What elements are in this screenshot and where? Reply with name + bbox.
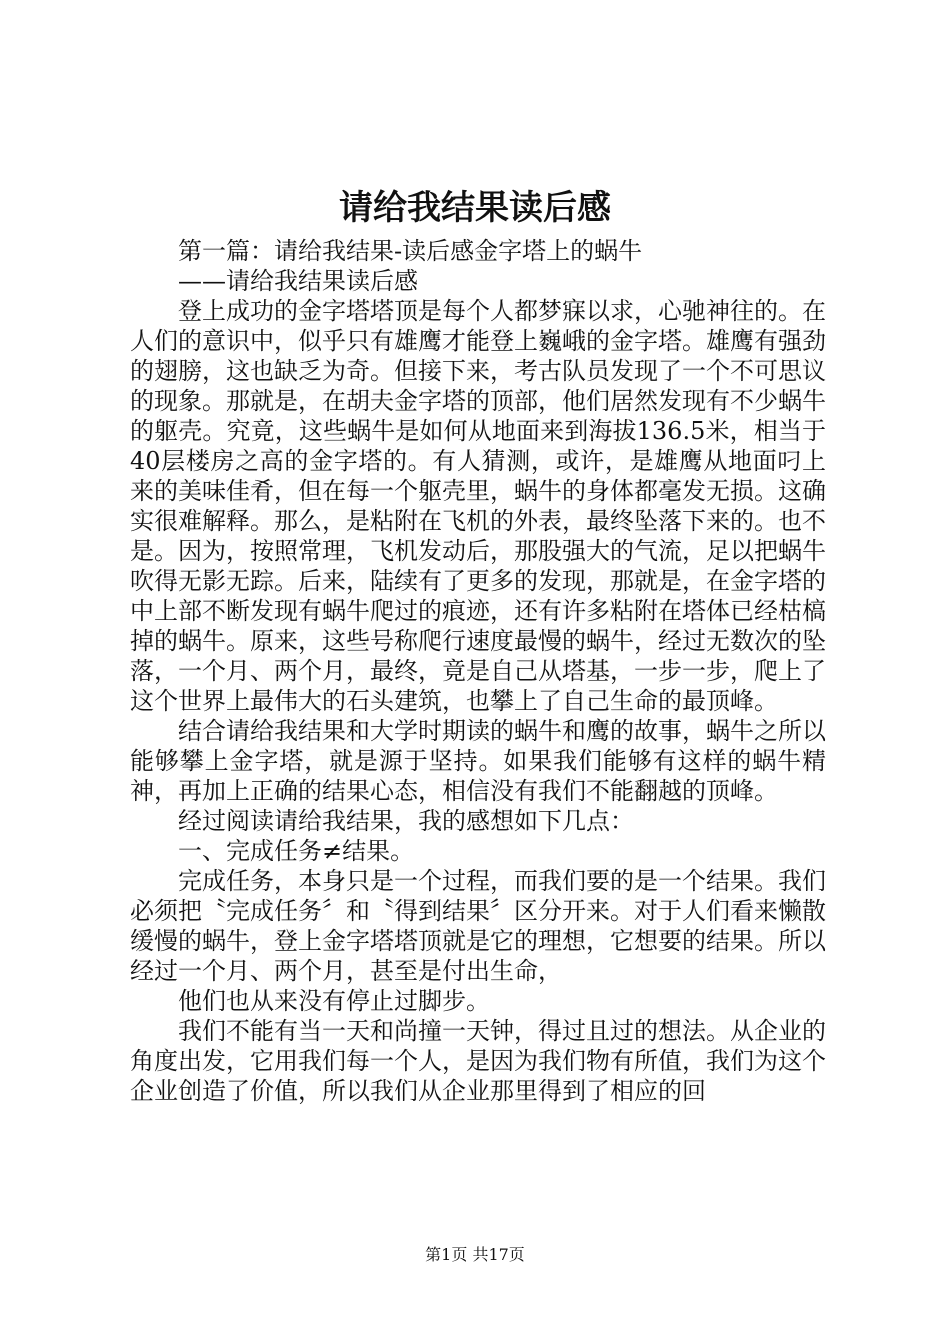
- paragraph: 我们不能有当一天和尚撞一天钟，得过且过的想法。从企业的角度出发，它用我们每一个人，是因为我们物有所值，我们为这个企业创造了价值，所以我们从企业那里得到了相应的回: [130, 1017, 826, 1105]
- document-title: 请给我结果读后感: [339, 188, 611, 228]
- paragraph: 结合请给我结果和大学时期读的蜗牛和鹰的故事，蜗牛之所以能够攀上金字塔，就是源于坚持。如果我们能够有这样的蜗牛精神，再加上正确的结果心态，相信没有我们不能翻越的顶峰。: [130, 717, 826, 805]
- paragraph: 完成任务，本身只是一个过程，而我们要的是一个结果。我们必须把〝完成任务〞和〝得到结果〞区分开来。对于人们看来懒散缓慢的蜗牛，登上金字塔塔顶就是它的理想，它想要的结果。所以经过一个月、两个月，甚至是付出生命，: [130, 867, 826, 985]
- section-heading: 第一篇：请给我结果-读后感金字塔上的蜗牛: [178, 237, 643, 265]
- subtitle-line: ——请给我结果读后感: [178, 267, 418, 295]
- document-body: [130, 236, 826, 1106]
- paragraph: 登上成功的金字塔塔顶是每个人都梦寐以求，心驰神往的。在人们的意识中，似乎只有雄鹰才能登上巍峨的金字塔。雄鹰有强劲的翅膀，这也缺乏为奇。但接下来，考古队员发现了一个不可思议的现象。那就是，在胡夫金字塔的顶部，他们居然发现有不少蜗牛的躯壳。究竟，这些蜗牛是如何从地面来到海拔136.5米，相当于40层楼房之高的金字塔的。有人猜测，或许，是雄鹰从地面叼上来的美味佳肴，但在每一个躯壳里，蜗牛的身体都毫发无损。这确实很难解释。那么，是粘附在飞机的外表，最终坠落下来的。也不是。因为，按照常理，飞机发动后，那股强大的气流，足以把蜗牛吹得无影无踪。后来，陆续有了更多的发现，那就是，在金字塔的中上部不断发现有蜗牛爬过的痕迹，还有许多粘附在塔体已经枯槁掉的蜗牛。原来，这些号称爬行速度最慢的蜗牛，经过无数次的坠落，一个月、两个月，最终，竟是自己从塔基，一步一步，爬上了这个世界上最伟大的石头建筑，也攀上了自己生命的最顶峰。: [130, 297, 826, 715]
- paragraph: 经过阅读请给我结果，我的感想如下几点：: [178, 807, 634, 835]
- paragraph: 他们也从来没有停止过脚步。: [178, 987, 490, 1015]
- list-heading: 一、完成任务≠结果。: [178, 837, 415, 865]
- page-footer: 第1页 共17页: [425, 1245, 525, 1264]
